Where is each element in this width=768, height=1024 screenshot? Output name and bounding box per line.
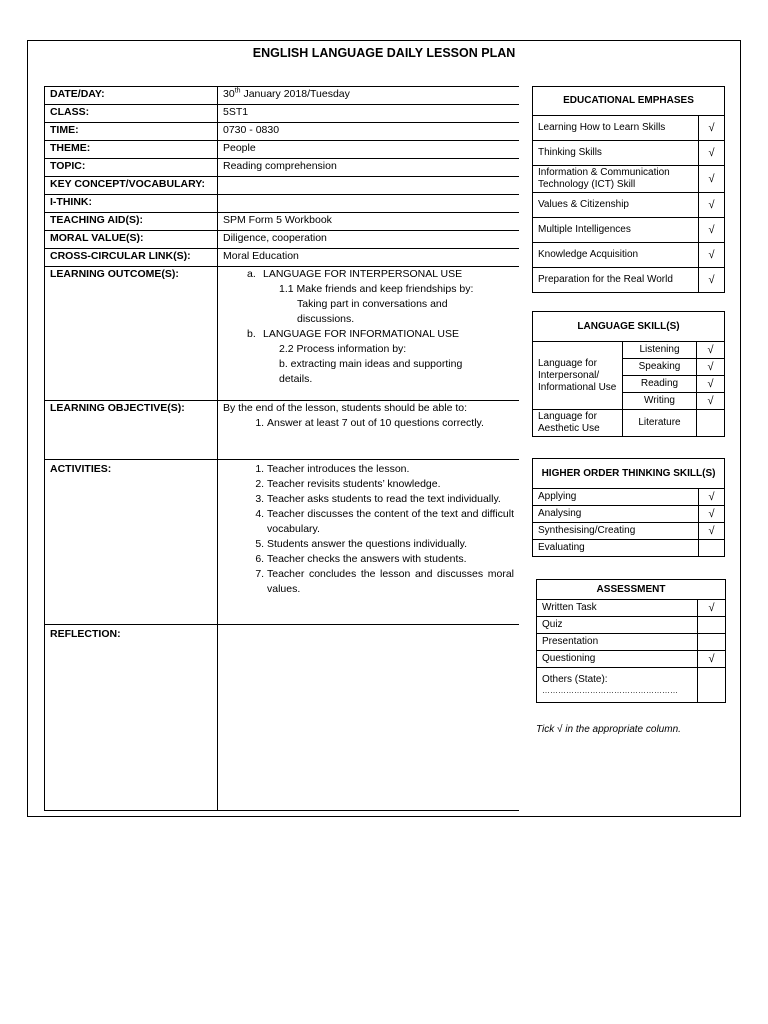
table-row xyxy=(45,401,520,460)
table-row xyxy=(533,218,725,243)
assessment-label: Questioning xyxy=(537,651,698,668)
language-skills-header: LANGUAGE SKILL(S) xyxy=(533,312,725,342)
hots-table xyxy=(532,458,725,557)
table-row xyxy=(533,166,725,193)
others-dots: …………………………………………… xyxy=(542,686,678,695)
date-value: 30th January 2018/Tuesday xyxy=(218,87,520,105)
hots-label: Analysing xyxy=(533,506,699,523)
assessment-label: Presentation xyxy=(537,634,698,651)
table-row xyxy=(45,195,520,213)
list-item: 4. Teacher discusses the content of the text and difficult vocabulary. xyxy=(267,507,514,537)
outcome-a1-line1: 1.1 Make friends and keep friendships by: xyxy=(279,283,474,295)
skill-label: Writing xyxy=(623,393,697,410)
list-item: 1. Teacher introduces the lesson. xyxy=(267,462,514,477)
outcome-a: a. LANGUAGE FOR INTERPERSONAL USE xyxy=(247,268,463,280)
outcome-a1-line2: Taking part in conversations and xyxy=(297,298,448,310)
hots-label: Synthesising/Creating xyxy=(533,523,699,540)
page-title: ENGLISH LANGUAGE DAILY LESSON PLAN xyxy=(252,46,516,60)
list-item: 5. Students answer the questions individually. xyxy=(267,537,514,552)
cross-circular-value: Moral Education xyxy=(218,249,520,267)
table-row xyxy=(45,141,520,159)
key-concept-value xyxy=(218,177,520,195)
learning-outcome-label: LEARNING OUTCOME(S): xyxy=(45,267,218,401)
tick-note: Tick √ in the appropriate column. xyxy=(536,724,681,735)
class-label: CLASS: xyxy=(45,105,218,123)
list-item: 6. Teacher checks the answers with students. xyxy=(267,552,514,567)
hots-tick[interactable]: √ xyxy=(699,506,725,523)
hots-tick[interactable]: √ xyxy=(699,489,725,506)
emphasis-tick[interactable]: √ xyxy=(699,243,725,268)
emphasis-label: Thinking Skills xyxy=(533,141,699,166)
class-value: 5ST1 xyxy=(218,105,520,123)
assessment-table xyxy=(536,579,726,703)
emphasis-label: Information & Communication Technology (ICT) Skill xyxy=(533,166,699,193)
assessment-header: ASSESSMENT xyxy=(537,580,726,600)
table-row xyxy=(537,600,726,617)
learning-objective-value xyxy=(218,401,520,460)
table-row xyxy=(533,540,725,557)
table-row xyxy=(533,410,725,437)
reflection-value xyxy=(218,625,520,811)
skill-tick[interactable]: √ xyxy=(697,359,725,376)
emphasis-tick[interactable]: √ xyxy=(699,218,725,243)
table-row xyxy=(533,506,725,523)
moral-value-value: Diligence, cooperation xyxy=(218,231,520,249)
table-row xyxy=(533,193,725,218)
hots-label: Evaluating xyxy=(533,540,699,557)
skill-label: Reading xyxy=(623,376,697,393)
table-row xyxy=(45,267,520,401)
objective-list xyxy=(223,416,514,431)
table-row xyxy=(537,668,726,703)
table-row xyxy=(45,159,520,177)
outcome-b1-line3: details. xyxy=(279,373,313,385)
hots-header: HIGHER ORDER THINKING SKILL(S) xyxy=(533,459,725,489)
assessment-tick[interactable] xyxy=(698,617,726,634)
table-row xyxy=(537,617,726,634)
table-row xyxy=(45,231,520,249)
cross-circular-label: CROSS-CIRCULAR LINK(S): xyxy=(45,249,218,267)
table-row xyxy=(537,651,726,668)
time-value: 0730 - 0830 xyxy=(218,123,520,141)
table-row xyxy=(533,116,725,141)
emphasis-label: Preparation for the Real World xyxy=(533,268,699,293)
outcome-b1-line1: 2.2 Process information by: xyxy=(279,343,407,355)
emphasis-tick[interactable]: √ xyxy=(699,116,725,141)
hots-label: Applying xyxy=(533,489,699,506)
lesson-plan-table xyxy=(44,86,519,811)
emphasis-label: Multiple Intelligences xyxy=(533,218,699,243)
outcome-b: b. LANGUAGE FOR INFORMATIONAL USE xyxy=(247,328,460,340)
list-item: 3. Teacher asks students to read the text individually. xyxy=(267,492,514,507)
teaching-aid-value: SPM Form 5 Workbook xyxy=(218,213,520,231)
table-row xyxy=(537,634,726,651)
table-row xyxy=(45,625,520,811)
activities-label: ACTIVITIES: xyxy=(45,460,218,625)
activities-value xyxy=(218,460,520,625)
assessment-tick[interactable]: √ xyxy=(698,651,726,668)
emphasis-label: Knowledge Acquisition xyxy=(533,243,699,268)
table-row xyxy=(45,213,520,231)
emphasis-label: Values & Citizenship xyxy=(533,193,699,218)
assessment-tick[interactable] xyxy=(698,634,726,651)
learning-objective-label: LEARNING OBJECTIVE(S): xyxy=(45,401,218,460)
table-row xyxy=(533,268,725,293)
skill-label: Literature xyxy=(623,410,697,437)
language-skills-table xyxy=(532,311,725,437)
list-item: 1. Answer at least 7 out of 10 questions correctly. xyxy=(267,416,514,431)
theme-value: People xyxy=(218,141,520,159)
list-item: 7. Teacher concludes the lesson and discusses moral values. xyxy=(267,567,514,597)
objective-intro: By the end of the lesson, students should be able to: xyxy=(223,402,468,414)
assessment-others xyxy=(537,668,698,703)
i-think-label: I-THINK: xyxy=(45,195,218,213)
hots-tick[interactable] xyxy=(699,540,725,557)
key-concept-label: KEY CONCEPT/VOCABULARY: xyxy=(45,177,218,195)
reflection-label: REFLECTION: xyxy=(45,625,218,811)
topic-value: Reading comprehension xyxy=(218,159,520,177)
language-group-2: Language for Aesthetic Use xyxy=(533,410,623,437)
skill-label: Listening xyxy=(623,342,697,359)
table-row xyxy=(533,243,725,268)
activities-list xyxy=(223,462,514,597)
language-group-1: Language for Interpersonal/ Informational Use xyxy=(533,342,623,410)
table-row xyxy=(45,105,520,123)
table-row xyxy=(533,489,725,506)
teaching-aid-label: TEACHING AID(S): xyxy=(45,213,218,231)
table-row xyxy=(533,342,725,359)
emphasis-tick[interactable]: √ xyxy=(699,141,725,166)
table-row xyxy=(533,523,725,540)
time-label: TIME: xyxy=(45,123,218,141)
skill-label: Speaking xyxy=(623,359,697,376)
emphasis-tick[interactable]: √ xyxy=(699,166,725,193)
others-label: Others (State): xyxy=(542,674,608,685)
table-row xyxy=(45,87,520,105)
educational-emphases-header: EDUCATIONAL EMPHASES xyxy=(533,87,725,116)
learning-outcome-value xyxy=(218,267,520,401)
i-think-value xyxy=(218,195,520,213)
topic-label: TOPIC: xyxy=(45,159,218,177)
theme-label: THEME: xyxy=(45,141,218,159)
skill-tick[interactable]: √ xyxy=(697,393,725,410)
emphasis-tick[interactable]: √ xyxy=(699,268,725,293)
educational-emphases-table xyxy=(532,86,725,293)
assessment-label: Quiz xyxy=(537,617,698,634)
skill-tick[interactable]: √ xyxy=(697,342,725,359)
assessment-tick[interactable]: √ xyxy=(698,600,726,617)
outcome-a1-line3: discussions. xyxy=(297,313,355,325)
assessment-tick[interactable] xyxy=(698,668,726,703)
table-row xyxy=(533,141,725,166)
table-row xyxy=(45,460,520,625)
emphasis-label: Learning How to Learn Skills xyxy=(533,116,699,141)
table-row xyxy=(45,177,520,195)
hots-tick[interactable]: √ xyxy=(699,523,725,540)
skill-tick[interactable]: √ xyxy=(697,376,725,393)
table-row xyxy=(45,249,520,267)
date-label: DATE/DAY: xyxy=(45,87,218,105)
outcome-b1-line2: b. extracting main ideas and supporting xyxy=(279,358,463,370)
emphasis-tick[interactable]: √ xyxy=(699,193,725,218)
moral-value-label: MORAL VALUE(S): xyxy=(45,231,218,249)
assessment-label: Written Task xyxy=(537,600,698,617)
skill-tick[interactable] xyxy=(697,410,725,437)
list-item: 2. Teacher revisits students’ knowledge. xyxy=(267,477,514,492)
table-row xyxy=(45,123,520,141)
